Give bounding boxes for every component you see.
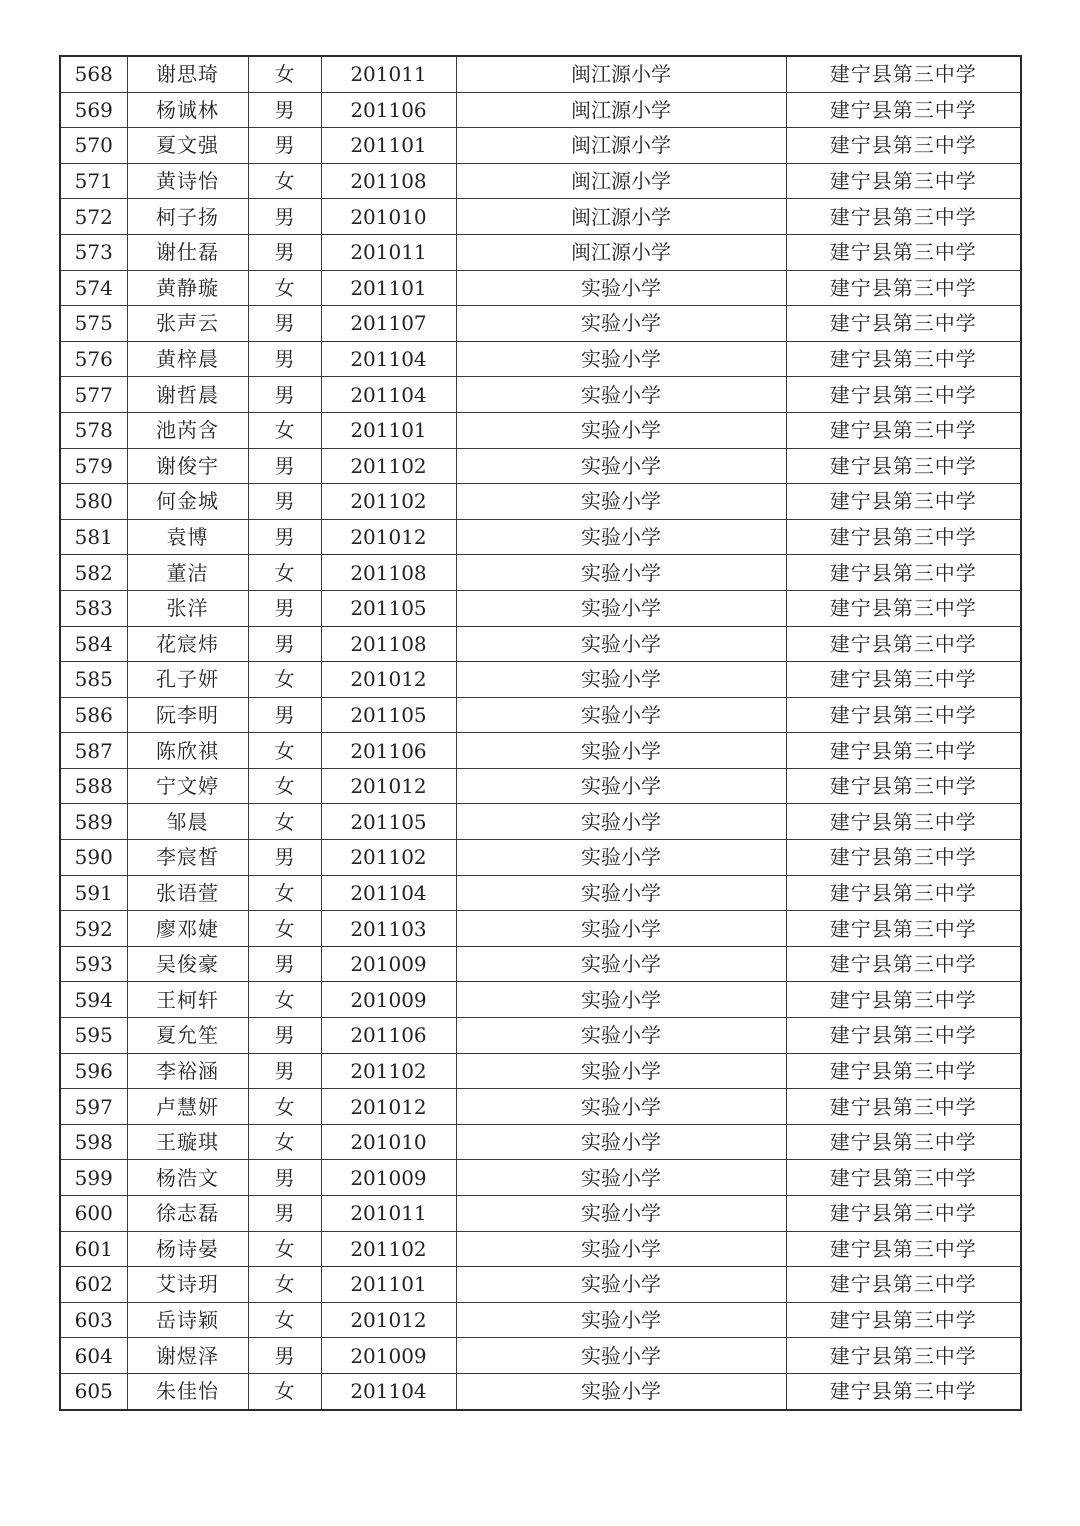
- assigned-middle-school: 建宁县第三中学: [786, 804, 1021, 840]
- student-name: 岳诗颖: [127, 1302, 248, 1338]
- table-row: [60, 840, 1021, 876]
- row-index: 603: [60, 1302, 127, 1338]
- student-gender: 女: [248, 1089, 321, 1125]
- row-index: 575: [60, 306, 127, 342]
- roster-body: [60, 56, 1021, 1410]
- row-index: 592: [60, 911, 127, 947]
- birth-month: 201101: [321, 1267, 456, 1303]
- student-name: 李裕涵: [127, 1053, 248, 1089]
- row-index: 585: [60, 662, 127, 698]
- student-name: 朱佳怡: [127, 1373, 248, 1409]
- primary-school: 实验小学: [456, 840, 786, 876]
- assigned-middle-school: 建宁县第三中学: [786, 911, 1021, 947]
- student-gender: 男: [248, 840, 321, 876]
- primary-school: 实验小学: [456, 697, 786, 733]
- row-index: 591: [60, 875, 127, 911]
- assigned-middle-school: 建宁县第三中学: [786, 306, 1021, 342]
- student-name: 艾诗玥: [127, 1267, 248, 1303]
- student-name: 王璇琪: [127, 1124, 248, 1160]
- birth-month: 201011: [321, 56, 456, 92]
- student-name: 柯子扬: [127, 199, 248, 235]
- birth-month: 201104: [321, 341, 456, 377]
- primary-school: 实验小学: [456, 946, 786, 982]
- birth-month: 201104: [321, 1373, 456, 1409]
- assigned-middle-school: 建宁县第三中学: [786, 555, 1021, 591]
- student-name: 吴俊豪: [127, 946, 248, 982]
- table-row: [60, 448, 1021, 484]
- row-index: 579: [60, 448, 127, 484]
- table-row: [60, 519, 1021, 555]
- birth-month: 201101: [321, 412, 456, 448]
- table-row: [60, 982, 1021, 1018]
- assigned-middle-school: 建宁县第三中学: [786, 412, 1021, 448]
- row-index: 601: [60, 1231, 127, 1267]
- primary-school: 闽江源小学: [456, 56, 786, 92]
- primary-school: 实验小学: [456, 804, 786, 840]
- table-row: [60, 804, 1021, 840]
- assigned-middle-school: 建宁县第三中学: [786, 982, 1021, 1018]
- table-row: [60, 56, 1021, 92]
- assigned-middle-school: 建宁县第三中学: [786, 519, 1021, 555]
- table-row: [60, 412, 1021, 448]
- primary-school: 实验小学: [456, 733, 786, 769]
- birth-month: 201009: [321, 1160, 456, 1196]
- student-gender: 女: [248, 911, 321, 947]
- student-gender: 女: [248, 56, 321, 92]
- student-name: 杨诚林: [127, 92, 248, 128]
- table-row: [60, 1373, 1021, 1409]
- primary-school: 实验小学: [456, 1124, 786, 1160]
- primary-school: 实验小学: [456, 1302, 786, 1338]
- student-gender: 男: [248, 448, 321, 484]
- primary-school: 实验小学: [456, 1160, 786, 1196]
- row-index: 572: [60, 199, 127, 235]
- assigned-middle-school: 建宁县第三中学: [786, 234, 1021, 270]
- birth-month: 201012: [321, 1302, 456, 1338]
- table-row: [60, 341, 1021, 377]
- row-index: 580: [60, 484, 127, 520]
- assigned-middle-school: 建宁县第三中学: [786, 875, 1021, 911]
- primary-school: 实验小学: [456, 626, 786, 662]
- table-row: [60, 733, 1021, 769]
- assigned-middle-school: 建宁县第三中学: [786, 341, 1021, 377]
- birth-month: 201011: [321, 234, 456, 270]
- assigned-middle-school: 建宁县第三中学: [786, 92, 1021, 128]
- primary-school: 实验小学: [456, 1089, 786, 1125]
- student-gender: 男: [248, 1338, 321, 1374]
- row-index: 595: [60, 1018, 127, 1054]
- student-name: 谢俊宇: [127, 448, 248, 484]
- birth-month: 201102: [321, 1053, 456, 1089]
- primary-school: 实验小学: [456, 412, 786, 448]
- table-row: [60, 1267, 1021, 1303]
- student-gender: 女: [248, 1373, 321, 1409]
- birth-month: 201009: [321, 982, 456, 1018]
- assigned-middle-school: 建宁县第三中学: [786, 1373, 1021, 1409]
- birth-month: 201108: [321, 163, 456, 199]
- assigned-middle-school: 建宁县第三中学: [786, 626, 1021, 662]
- student-name: 谢仕磊: [127, 234, 248, 270]
- row-index: 571: [60, 163, 127, 199]
- primary-school: 实验小学: [456, 982, 786, 1018]
- table-row: [60, 1053, 1021, 1089]
- assigned-middle-school: 建宁县第三中学: [786, 1196, 1021, 1232]
- student-gender: 女: [248, 270, 321, 306]
- table-row: [60, 697, 1021, 733]
- student-name: 宁文婷: [127, 768, 248, 804]
- student-roster-table: [59, 55, 1022, 1411]
- birth-month: 201102: [321, 484, 456, 520]
- student-gender: 男: [248, 1053, 321, 1089]
- primary-school: 实验小学: [456, 1053, 786, 1089]
- table-row: [60, 1196, 1021, 1232]
- birth-month: 201104: [321, 377, 456, 413]
- student-gender: 女: [248, 733, 321, 769]
- row-index: 602: [60, 1267, 127, 1303]
- student-gender: 女: [248, 555, 321, 591]
- row-index: 587: [60, 733, 127, 769]
- birth-month: 201102: [321, 1231, 456, 1267]
- table-row: [60, 768, 1021, 804]
- student-gender: 男: [248, 234, 321, 270]
- assigned-middle-school: 建宁县第三中学: [786, 1053, 1021, 1089]
- table-row: [60, 234, 1021, 270]
- student-gender: 女: [248, 1231, 321, 1267]
- birth-month: 201108: [321, 555, 456, 591]
- table-row: [60, 199, 1021, 235]
- row-index: 590: [60, 840, 127, 876]
- birth-month: 201104: [321, 875, 456, 911]
- row-index: 596: [60, 1053, 127, 1089]
- student-name: 董洁: [127, 555, 248, 591]
- table-row: [60, 1338, 1021, 1374]
- student-name: 杨浩文: [127, 1160, 248, 1196]
- row-index: 594: [60, 982, 127, 1018]
- birth-month: 201106: [321, 1018, 456, 1054]
- student-gender: 女: [248, 412, 321, 448]
- table-row: [60, 306, 1021, 342]
- student-gender: 女: [248, 875, 321, 911]
- student-name: 张洋: [127, 590, 248, 626]
- row-index: 568: [60, 56, 127, 92]
- student-gender: 男: [248, 946, 321, 982]
- birth-month: 201011: [321, 1196, 456, 1232]
- table-row: [60, 163, 1021, 199]
- student-gender: 男: [248, 1018, 321, 1054]
- assigned-middle-school: 建宁县第三中学: [786, 1124, 1021, 1160]
- birth-month: 201101: [321, 270, 456, 306]
- birth-month: 201105: [321, 804, 456, 840]
- table-row: [60, 911, 1021, 947]
- assigned-middle-school: 建宁县第三中学: [786, 1089, 1021, 1125]
- row-index: 588: [60, 768, 127, 804]
- table-row: [60, 128, 1021, 164]
- student-gender: 女: [248, 804, 321, 840]
- student-gender: 男: [248, 377, 321, 413]
- assigned-middle-school: 建宁县第三中学: [786, 484, 1021, 520]
- row-index: 593: [60, 946, 127, 982]
- assigned-middle-school: 建宁县第三中学: [786, 1231, 1021, 1267]
- student-name: 廖邓婕: [127, 911, 248, 947]
- primary-school: 实验小学: [456, 555, 786, 591]
- table-row: [60, 92, 1021, 128]
- student-gender: 男: [248, 341, 321, 377]
- student-name: 花宸炜: [127, 626, 248, 662]
- birth-month: 201102: [321, 840, 456, 876]
- primary-school: 闽江源小学: [456, 234, 786, 270]
- table-row: [60, 270, 1021, 306]
- table-row: [60, 590, 1021, 626]
- birth-month: 201105: [321, 697, 456, 733]
- student-name: 邹晨: [127, 804, 248, 840]
- row-index: 576: [60, 341, 127, 377]
- student-name: 袁博: [127, 519, 248, 555]
- primary-school: 实验小学: [456, 768, 786, 804]
- assigned-middle-school: 建宁县第三中学: [786, 448, 1021, 484]
- student-gender: 男: [248, 697, 321, 733]
- row-index: 599: [60, 1160, 127, 1196]
- student-name: 王柯轩: [127, 982, 248, 1018]
- birth-month: 201012: [321, 519, 456, 555]
- primary-school: 实验小学: [456, 270, 786, 306]
- student-gender: 女: [248, 1124, 321, 1160]
- student-gender: 男: [248, 484, 321, 520]
- birth-month: 201009: [321, 1338, 456, 1374]
- birth-month: 201009: [321, 946, 456, 982]
- student-name: 徐志磊: [127, 1196, 248, 1232]
- row-index: 598: [60, 1124, 127, 1160]
- row-index: 586: [60, 697, 127, 733]
- student-name: 何金城: [127, 484, 248, 520]
- assigned-middle-school: 建宁县第三中学: [786, 1018, 1021, 1054]
- student-name: 夏允笙: [127, 1018, 248, 1054]
- student-name: 谢思琦: [127, 56, 248, 92]
- student-gender: 男: [248, 199, 321, 235]
- student-gender: 女: [248, 1267, 321, 1303]
- student-name: 黄静璇: [127, 270, 248, 306]
- row-index: 597: [60, 1089, 127, 1125]
- student-gender: 女: [248, 662, 321, 698]
- birth-month: 201106: [321, 92, 456, 128]
- student-name: 卢慧妍: [127, 1089, 248, 1125]
- student-gender: 女: [248, 1302, 321, 1338]
- primary-school: 实验小学: [456, 875, 786, 911]
- assigned-middle-school: 建宁县第三中学: [786, 768, 1021, 804]
- student-gender: 男: [248, 128, 321, 164]
- student-gender: 女: [248, 163, 321, 199]
- table-row: [60, 377, 1021, 413]
- assigned-middle-school: 建宁县第三中学: [786, 199, 1021, 235]
- student-gender: 男: [248, 626, 321, 662]
- assigned-middle-school: 建宁县第三中学: [786, 946, 1021, 982]
- assigned-middle-school: 建宁县第三中学: [786, 163, 1021, 199]
- row-index: 569: [60, 92, 127, 128]
- student-name: 黄梓晨: [127, 341, 248, 377]
- student-name: 黄诗怡: [127, 163, 248, 199]
- table-row: [60, 626, 1021, 662]
- assigned-middle-school: 建宁县第三中学: [786, 697, 1021, 733]
- birth-month: 201103: [321, 911, 456, 947]
- assigned-middle-school: 建宁县第三中学: [786, 662, 1021, 698]
- row-index: 573: [60, 234, 127, 270]
- birth-month: 201012: [321, 662, 456, 698]
- table-row: [60, 1089, 1021, 1125]
- birth-month: 201102: [321, 448, 456, 484]
- table-row: [60, 875, 1021, 911]
- student-name: 孔子妍: [127, 662, 248, 698]
- primary-school: 闽江源小学: [456, 199, 786, 235]
- table-row: [60, 1018, 1021, 1054]
- birth-month: 201108: [321, 626, 456, 662]
- primary-school: 实验小学: [456, 590, 786, 626]
- student-gender: 男: [248, 1160, 321, 1196]
- primary-school: 实验小学: [456, 519, 786, 555]
- primary-school: 实验小学: [456, 911, 786, 947]
- row-index: 582: [60, 555, 127, 591]
- student-gender: 女: [248, 982, 321, 1018]
- table-row: [60, 1124, 1021, 1160]
- row-index: 589: [60, 804, 127, 840]
- row-index: 584: [60, 626, 127, 662]
- student-gender: 女: [248, 768, 321, 804]
- birth-month: 201105: [321, 590, 456, 626]
- table-row: [60, 555, 1021, 591]
- row-index: 570: [60, 128, 127, 164]
- student-gender: 男: [248, 590, 321, 626]
- row-index: 600: [60, 1196, 127, 1232]
- assigned-middle-school: 建宁县第三中学: [786, 270, 1021, 306]
- birth-month: 201012: [321, 1089, 456, 1125]
- primary-school: 实验小学: [456, 1196, 786, 1232]
- primary-school: 实验小学: [456, 484, 786, 520]
- assigned-middle-school: 建宁县第三中学: [786, 590, 1021, 626]
- primary-school: 实验小学: [456, 662, 786, 698]
- assigned-middle-school: 建宁县第三中学: [786, 1302, 1021, 1338]
- primary-school: 闽江源小学: [456, 92, 786, 128]
- primary-school: 实验小学: [456, 377, 786, 413]
- primary-school: 实验小学: [456, 306, 786, 342]
- student-name: 张声云: [127, 306, 248, 342]
- student-name: 张语萱: [127, 875, 248, 911]
- student-gender: 男: [248, 92, 321, 128]
- birth-month: 201010: [321, 1124, 456, 1160]
- primary-school: 实验小学: [456, 1018, 786, 1054]
- row-index: 583: [60, 590, 127, 626]
- student-name: 池芮含: [127, 412, 248, 448]
- table-row: [60, 662, 1021, 698]
- student-name: 谢哲晨: [127, 377, 248, 413]
- student-name: 阮李明: [127, 697, 248, 733]
- birth-month: 201106: [321, 733, 456, 769]
- primary-school: 实验小学: [456, 448, 786, 484]
- student-gender: 男: [248, 519, 321, 555]
- birth-month: 201012: [321, 768, 456, 804]
- primary-school: 闽江源小学: [456, 163, 786, 199]
- row-index: 604: [60, 1338, 127, 1374]
- birth-month: 201107: [321, 306, 456, 342]
- primary-school: 实验小学: [456, 1338, 786, 1374]
- student-name: 陈欣祺: [127, 733, 248, 769]
- birth-month: 201010: [321, 199, 456, 235]
- assigned-middle-school: 建宁县第三中学: [786, 377, 1021, 413]
- row-index: 605: [60, 1373, 127, 1409]
- primary-school: 实验小学: [456, 1231, 786, 1267]
- row-index: 577: [60, 377, 127, 413]
- assigned-middle-school: 建宁县第三中学: [786, 733, 1021, 769]
- table-row: [60, 1302, 1021, 1338]
- birth-month: 201101: [321, 128, 456, 164]
- table-row: [60, 946, 1021, 982]
- assigned-middle-school: 建宁县第三中学: [786, 840, 1021, 876]
- row-index: 574: [60, 270, 127, 306]
- assigned-middle-school: 建宁县第三中学: [786, 56, 1021, 92]
- primary-school: 闽江源小学: [456, 128, 786, 164]
- row-index: 581: [60, 519, 127, 555]
- table-row: [60, 1160, 1021, 1196]
- assigned-middle-school: 建宁县第三中学: [786, 128, 1021, 164]
- assigned-middle-school: 建宁县第三中学: [786, 1160, 1021, 1196]
- row-index: 578: [60, 412, 127, 448]
- student-gender: 男: [248, 1196, 321, 1232]
- student-name: 李宸皙: [127, 840, 248, 876]
- table-row: [60, 1231, 1021, 1267]
- table-row: [60, 484, 1021, 520]
- student-name: 杨诗晏: [127, 1231, 248, 1267]
- student-gender: 男: [248, 306, 321, 342]
- student-name: 夏文强: [127, 128, 248, 164]
- primary-school: 实验小学: [456, 1373, 786, 1409]
- assigned-middle-school: 建宁县第三中学: [786, 1267, 1021, 1303]
- student-name: 谢煜泽: [127, 1338, 248, 1374]
- primary-school: 实验小学: [456, 341, 786, 377]
- assigned-middle-school: 建宁县第三中学: [786, 1338, 1021, 1374]
- primary-school: 实验小学: [456, 1267, 786, 1303]
